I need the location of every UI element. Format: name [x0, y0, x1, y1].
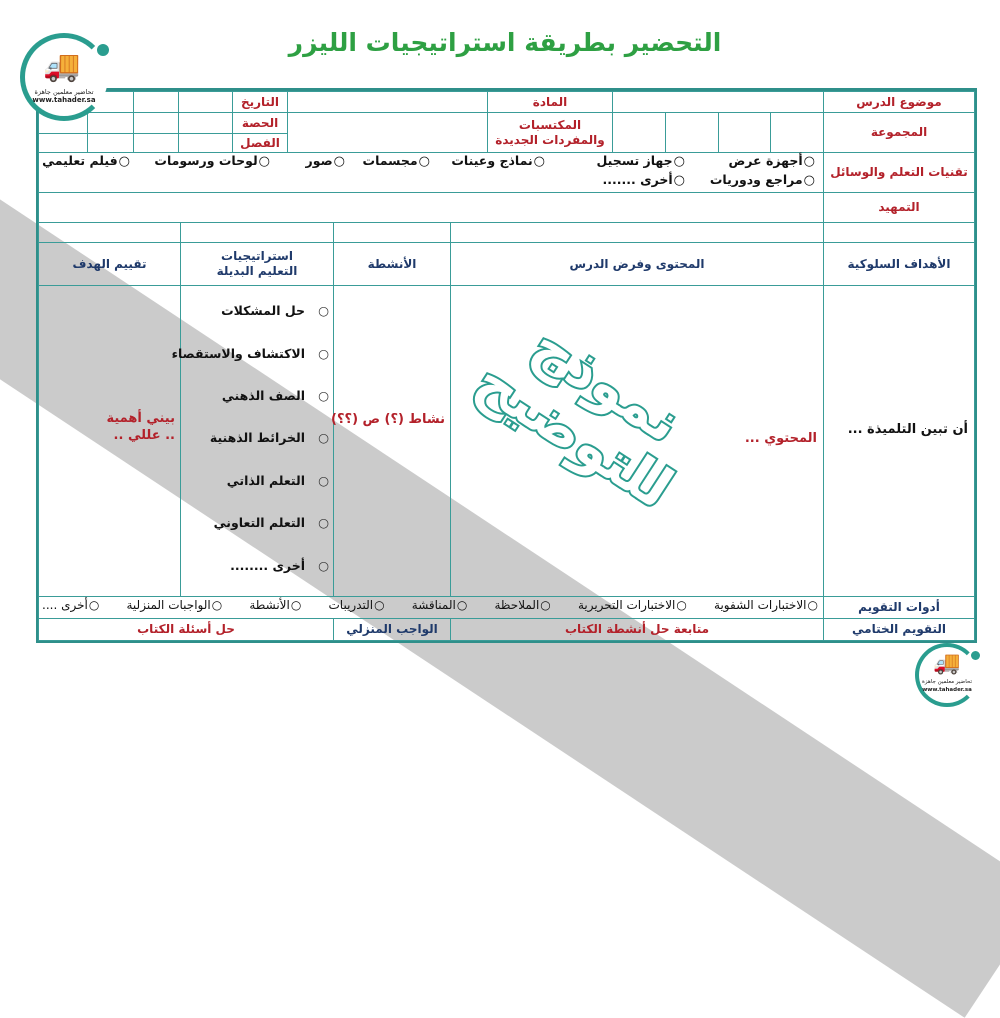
content-text: المحتوي ... [744, 431, 817, 446]
strategy-item[interactable] [213, 515, 329, 530]
strategy-item[interactable] [221, 303, 329, 318]
radio-circle-icon: ○ [318, 303, 329, 318]
option-label: الأنشطة [249, 598, 290, 612]
option-label: أجهزة عرض [728, 153, 803, 168]
tool-option[interactable] [306, 153, 345, 169]
strategy-item[interactable] [226, 473, 329, 488]
strategy-label: الخرائط الذهنية [209, 430, 305, 445]
truck-graduation-cap-icon: 🚚 [933, 651, 961, 676]
strategy-label: التعلم الذاتي [226, 473, 305, 488]
lesson-topic-label: موضوع الدرس [823, 91, 975, 113]
strategy-item[interactable] [209, 430, 329, 445]
period-cell[interactable] [87, 112, 134, 134]
radio-circle-icon: ○ [318, 473, 329, 488]
intro-field[interactable] [38, 192, 824, 223]
option-label: مجسمات [362, 153, 418, 168]
option-label: جهاز تسجيل [596, 153, 673, 168]
class-cell[interactable] [133, 133, 179, 153]
intro-label: التمهيد [823, 192, 975, 223]
spacer-cell [450, 222, 824, 243]
option-label: فيلم تعليمي [42, 153, 118, 168]
tool-option[interactable] [603, 172, 685, 188]
option-label: الملاحظة [494, 598, 540, 612]
radio-circle-icon: ○ [676, 598, 687, 612]
assessment-header: تقييم الهدف [38, 242, 181, 286]
option-label: الواجبات المنزلية [126, 598, 211, 612]
spacer-cell [823, 222, 975, 243]
final-eval-label: التقويم الختامي [823, 618, 975, 641]
radio-circle-icon: ○ [803, 173, 815, 188]
option-label: مراجع ودوريات [709, 172, 803, 187]
eval-option[interactable] [578, 598, 687, 616]
radio-circle-icon: ○ [318, 558, 329, 573]
option-label: المناقشة [411, 598, 456, 612]
logo-url: www.tahader.sa [32, 96, 96, 104]
radio-circle-icon: ○ [418, 154, 430, 169]
group-cell[interactable] [718, 112, 771, 153]
logo-dot-icon [97, 44, 109, 56]
radio-circle-icon: ○ [533, 154, 545, 169]
content-header: المحتوى وفرض الدرس [450, 242, 824, 286]
period-cell[interactable] [133, 112, 179, 134]
class-cell[interactable] [38, 133, 88, 153]
option-label: أخرى .... [42, 598, 88, 612]
option-label: لوحات ورسومات [154, 153, 258, 168]
logo-tagline: تحاضير معلمين جاهزة [922, 679, 972, 685]
option-label: أخرى ....... [602, 172, 673, 187]
strategies-header: استراتيجيات التعليم البديلة [180, 242, 334, 286]
objectives-cell[interactable] [823, 285, 975, 597]
eval-option[interactable] [329, 598, 385, 616]
eval-tools-label: أدوات التقويم [823, 596, 975, 619]
radio-circle-icon: ○ [456, 598, 468, 612]
date-cell[interactable] [178, 91, 233, 113]
logo-tagline: تحاضير معلمين جاهزة [34, 88, 94, 96]
tool-option[interactable] [42, 153, 130, 169]
strategy-item[interactable] [230, 558, 329, 573]
radio-circle-icon: ○ [318, 388, 329, 403]
subject-field[interactable] [287, 91, 488, 113]
watermark-text: نموذج للتوضيح [464, 312, 693, 522]
logo-dot-icon [971, 651, 980, 660]
tool-option[interactable] [728, 153, 815, 169]
tool-option[interactable] [596, 153, 685, 169]
radio-circle-icon: ○ [803, 154, 815, 169]
radio-circle-icon: ○ [258, 154, 270, 169]
strategy-item[interactable] [171, 346, 329, 361]
logo-bottom [915, 643, 979, 707]
radio-circle-icon: ○ [318, 515, 329, 530]
tool-option[interactable] [451, 153, 545, 169]
activities-header: الأنشطة [333, 242, 451, 286]
vocab-field[interactable] [287, 112, 488, 153]
spacer-cell [333, 222, 451, 243]
strategy-item[interactable] [221, 388, 329, 403]
eval-option[interactable] [249, 598, 301, 616]
class-cell[interactable] [87, 133, 134, 153]
activity-text: نشاط (؟) ص (؟؟) [331, 412, 445, 427]
group-cell[interactable] [770, 112, 824, 153]
vocab-label: المكتسبات والمفردات الجديدة [487, 112, 613, 153]
truck-graduation-cap-icon: 🚚 [43, 49, 81, 84]
radio-circle-icon: ○ [318, 430, 329, 445]
radio-circle-icon: ○ [807, 598, 818, 612]
assessment-text [105, 411, 175, 445]
radio-circle-icon: ○ [673, 154, 685, 169]
strategy-label: الاكتشاف والاستقصاء [171, 346, 305, 361]
eval-option[interactable] [495, 598, 551, 616]
period-cell[interactable] [178, 112, 233, 134]
eval-option[interactable] [714, 598, 818, 616]
eval-option[interactable] [127, 598, 223, 616]
lesson-topic-field[interactable] [612, 91, 824, 113]
date-label: التاريخ [232, 91, 288, 113]
period-label: الحصة [232, 112, 288, 134]
group-label: المجموعة [823, 112, 975, 153]
eval-option[interactable] [42, 598, 99, 616]
eval-option[interactable] [412, 598, 468, 616]
spacer-cell [38, 222, 181, 243]
group-cell[interactable] [665, 112, 719, 153]
radio-circle-icon: ○ [290, 598, 302, 612]
strategy-label: التعلم التعاوني [213, 515, 305, 530]
eval-options-row [42, 598, 818, 616]
class-label: الفصل [232, 133, 288, 153]
tool-option[interactable] [710, 172, 815, 188]
radio-circle-icon: ○ [333, 154, 345, 169]
option-label: الاختبارات الشفوية [714, 598, 807, 612]
radio-circle-icon: ○ [211, 598, 223, 612]
radio-circle-icon: ○ [118, 154, 130, 169]
objectives-header: الأهداف السلوكية [823, 242, 975, 286]
tool-option[interactable] [154, 153, 270, 169]
radio-circle-icon: ○ [540, 598, 551, 612]
option-label: نماذج وعينات [451, 153, 533, 168]
date-cell[interactable] [133, 91, 179, 113]
radio-circle-icon: ○ [88, 598, 100, 612]
book-questions-cell: حل أسئلة الكتاب [38, 618, 334, 641]
radio-circle-icon: ○ [673, 173, 685, 188]
group-cell[interactable] [612, 112, 666, 153]
option-label: صور [305, 153, 333, 168]
radio-circle-icon: ○ [318, 346, 329, 361]
strategy-label: أخرى ........ [230, 558, 305, 573]
class-cell[interactable] [178, 133, 233, 153]
homework-cell: الواجب المنزلي [333, 618, 451, 641]
logo-url: www.tahader.sa [922, 687, 972, 693]
logo-top [20, 33, 108, 121]
spacer-cell [180, 222, 334, 243]
radio-circle-icon: ○ [374, 598, 385, 612]
page-title: التحضير بطريقة استراتيجيات الليزر [288, 28, 722, 57]
option-label: التدريبات [328, 598, 374, 612]
strategy-label: الصف الذهني [221, 388, 305, 403]
strategy-label: حل المشكلات [221, 303, 305, 318]
objective-text: أن تبين التلميذة ... [847, 422, 968, 437]
option-label: الاختبارات التحريرية [577, 598, 676, 612]
tool-option[interactable] [363, 153, 430, 169]
follow-up-cell: متابعة حل أنشطة الكتاب [450, 618, 824, 641]
assessment-question: بيني أهمية .. عللي .. [106, 411, 175, 443]
tools-label: تقنيات التعلم والوسائل [823, 152, 975, 193]
subject-label: المادة [487, 91, 613, 113]
